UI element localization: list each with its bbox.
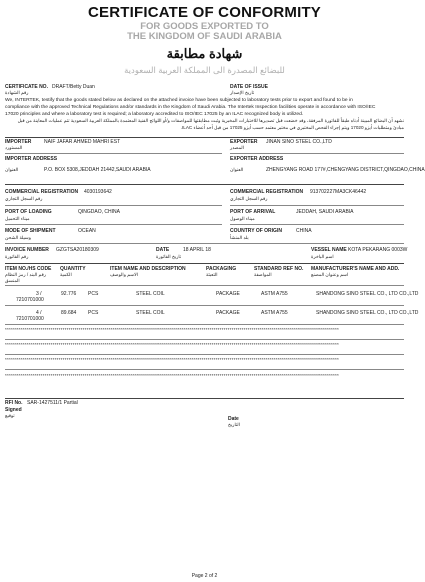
column-header-manufacturer: MANUFACTURER'S NAME AND ADD. bbox=[311, 266, 400, 272]
divider bbox=[5, 137, 404, 138]
importer-address-label-arabic: العنوان bbox=[5, 167, 19, 172]
port-of-loading-label-arabic: ميناء التحميل bbox=[5, 216, 30, 221]
date-of-issue-label: DATE OF ISSUE bbox=[230, 84, 268, 90]
row-packaging: PACKAGE bbox=[216, 310, 240, 316]
country-of-origin-label: COUNTRY OF ORIGIN bbox=[230, 228, 282, 234]
certificate-number-label: CERTIFICATE NO. bbox=[5, 84, 48, 90]
commercial-registration-2-value: 913702227MA3CK46442 bbox=[310, 189, 367, 195]
exporter-address-label: EXPORTER ADDRESS bbox=[230, 156, 284, 162]
invoice-number-label: INVOICE NUMBER bbox=[5, 247, 49, 253]
filler-row: ************************************************************************************************************************************************************************ bbox=[5, 373, 339, 378]
column-header-item-no: ITEM NO./HS CODE bbox=[5, 266, 52, 272]
mode-of-shipment-label-arabic: وسيلة الشحن bbox=[5, 235, 31, 240]
certificate-title: CERTIFICATE OF CONFORMITY bbox=[87, 4, 322, 21]
column-header-packaging-arabic: التعبئة bbox=[206, 272, 218, 277]
column-header-item-no-arabic: رقم البند / رمز النظام المنسق bbox=[5, 272, 47, 283]
importer-address-label: IMPORTER ADDRESS bbox=[5, 156, 58, 162]
divider bbox=[5, 398, 404, 399]
vessel-name-label: VESSEL NAME bbox=[311, 247, 347, 253]
certificate-number-label-arabic: رقم الشهادة bbox=[5, 90, 29, 95]
country-of-origin-value: CHINA bbox=[296, 228, 312, 234]
row-manufacturer: SHANDONG SINO STEEL CO., LTD CO.,LTD bbox=[316, 291, 419, 297]
divider bbox=[5, 184, 404, 185]
footer-date-label-arabic: التاريخ bbox=[228, 422, 240, 427]
invoice-date-value: 18 APRIL 18 bbox=[183, 247, 211, 253]
statement-line-1: We, INTERTEK, testify that the goods stated below as declared on the attached invoice have been subjected to laboratory tests prior to export and found to be in bbox=[5, 98, 353, 103]
certificate-title-arabic: شهادة مطابقة bbox=[166, 46, 243, 61]
invoice-date-label-arabic: تاريخ الفاتورة bbox=[156, 254, 182, 259]
row-unit: PCS bbox=[88, 291, 99, 297]
importer-value: NAIF JAFAR AHMED MAHRI EST bbox=[44, 139, 121, 145]
signed-label: Signed bbox=[5, 407, 22, 413]
exporter-label-arabic: المصدر bbox=[230, 145, 244, 150]
row-standard: ASTM A755 bbox=[261, 291, 288, 297]
column-header-standard: STANDARD REF NO. bbox=[254, 266, 304, 272]
exporter-address-value: ZHENGYANG ROAD 177#,CHENGYANG DISTRICT,QINGDAO,CHINA bbox=[266, 167, 425, 173]
port-of-arrival-label: PORT OF ARRIVAL bbox=[230, 209, 276, 215]
filler-row: ************************************************************************************************************************************************************************ bbox=[5, 327, 339, 332]
subtitle-arabic: للبضائع المصدرة الى المملكة العربية السعودية bbox=[124, 65, 285, 75]
divider bbox=[5, 243, 404, 244]
row-manufacturer: SHANDONG SINO STEEL CO., LTD CO.,LTD bbox=[316, 310, 419, 316]
row-quantity: 89.684 bbox=[61, 310, 77, 316]
filler-row: ************************************************************************************************************************************************************************ bbox=[5, 342, 339, 347]
column-header-item-name: ITEM NAME AND DESCRIPTION bbox=[110, 266, 186, 272]
importer-label: IMPORTER bbox=[5, 139, 32, 145]
date-of-issue-label-arabic: تاريخ الإصدار bbox=[230, 90, 255, 95]
port-of-loading-label: PORT OF LOADING bbox=[5, 209, 52, 215]
divider bbox=[5, 153, 222, 154]
signed-label-arabic: توقيع bbox=[5, 413, 15, 418]
rfi-value: SAR-1427511/1 Partial bbox=[27, 400, 78, 406]
importer-label-arabic: المستورد bbox=[5, 145, 23, 150]
statement-line-2: compliance with the approved Technical Regulations and/or standards in the Kingdom of Saudi Arabia. The Intertek Inspection facilities operate in accordance with ISO/IEC bbox=[5, 105, 376, 110]
divider bbox=[5, 324, 404, 325]
mode-of-shipment-label: MODE OF SHIPMENT bbox=[5, 228, 56, 234]
invoice-number-value: GZGTSA20180309 bbox=[56, 247, 99, 253]
row-standard: ASTM A755 bbox=[261, 310, 288, 316]
row-item-number: 4 / bbox=[36, 310, 42, 316]
row-hs-code: 7210701000 bbox=[16, 297, 44, 303]
certificate-number-value: DRAFT/Betty Duan bbox=[52, 84, 95, 90]
divider bbox=[5, 205, 222, 206]
subtitle-line-2: THE KINGDOM OF SAUDI ARABIA bbox=[127, 31, 282, 42]
divider bbox=[230, 153, 404, 154]
subtitle-line-1: FOR GOODS EXPORTED TO bbox=[140, 21, 269, 32]
exporter-value: JINAN SINO STEEL CO.,LTD bbox=[266, 139, 332, 145]
rfi-label: RFI No. bbox=[5, 400, 23, 406]
divider bbox=[5, 263, 404, 264]
divider bbox=[5, 224, 222, 225]
divider bbox=[5, 354, 404, 355]
statement-arabic-line-1: نشهد أن البضائع المبينة أدناه طبقاً للفاتورة المرفقة، وقد خضعت قبل تصديرها للاختبارات المخبرية وثبت مطابقتها للمواصفات و/أو اللوائح الفنية المعتمدة بالمملكة العربية السعودية تتم عمليات المعاينة من قبل bbox=[17, 118, 404, 123]
port-of-arrival-label-arabic: ميناء الوصول bbox=[230, 216, 255, 221]
divider bbox=[5, 369, 404, 370]
column-header-item-name-arabic: الاسم والوصف bbox=[110, 272, 139, 277]
column-header-manufacturer-arabic: اسم وعنوان المصنع bbox=[311, 272, 349, 277]
port-of-arrival-value: JEDDAH, SAUDI ARABIA bbox=[296, 209, 354, 215]
column-header-quantity: QUANTITY bbox=[60, 266, 86, 272]
divider bbox=[230, 205, 404, 206]
port-of-loading-value: QINGDAO, CHINA bbox=[78, 209, 120, 215]
importer-address-value: P.O. BOX 5308,JEDDAH 21442,SAUDI ARABIA bbox=[44, 167, 151, 173]
statement-line-3: 17020 principles and where a laboratory test is required; a laboratory accredited to ISO/IEC 17025 by an ILAC recognized body is utilized. bbox=[5, 112, 304, 117]
divider bbox=[5, 285, 404, 286]
commercial-registration-label-arabic: رقم السجل التجاري bbox=[5, 196, 43, 201]
row-item-number: 3 / bbox=[36, 291, 42, 297]
column-header-packaging: PACKAGING bbox=[206, 266, 237, 272]
vessel-name-label-arabic: اسم الباخرة bbox=[311, 254, 334, 259]
commercial-registration-2-label-arabic: رقم السجل التجاري bbox=[230, 196, 268, 201]
row-item-name: STEEL COIL bbox=[136, 310, 165, 316]
footer-date-label: Date bbox=[228, 416, 239, 422]
column-header-standard-arabic: المواصفة bbox=[254, 272, 272, 277]
mode-of-shipment-value: OCEAN bbox=[78, 228, 96, 234]
page-number: Page 2 of 2 bbox=[191, 573, 218, 579]
filler-row: ************************************************************************************************************************************************************************ bbox=[5, 357, 339, 362]
statement-arabic-line-2: مبادئ ومتطلبات أيزو 17020 ويتم إجراء الفحص المختبري في مختبر معتمد حسب أيزو 17025 من قبل أحد أعضاء ILAC. bbox=[180, 125, 404, 130]
divider bbox=[230, 224, 404, 225]
exporter-label: EXPORTER bbox=[230, 139, 258, 145]
commercial-registration-value: 4030193642 bbox=[84, 189, 112, 195]
invoice-date-label: DATE bbox=[156, 247, 170, 253]
column-header-quantity-arabic: الكمية bbox=[60, 272, 72, 277]
row-packaging: PACKAGE bbox=[216, 291, 240, 297]
row-quantity: 92.776 bbox=[61, 291, 77, 297]
row-hs-code: 7210701000 bbox=[16, 316, 44, 322]
divider bbox=[5, 305, 404, 306]
country-of-origin-label-arabic: بلد المنشأ bbox=[230, 235, 249, 240]
commercial-registration-label: COMMERCIAL REGISTRATION bbox=[5, 189, 79, 195]
row-unit: PCS bbox=[88, 310, 99, 316]
exporter-address-label-arabic: العنوان bbox=[230, 167, 244, 172]
invoice-number-label-arabic: رقم الفاتورة bbox=[5, 254, 29, 259]
row-item-name: STEEL COIL bbox=[136, 291, 165, 297]
commercial-registration-2-label: COMMERCIAL REGISTRATION bbox=[230, 189, 304, 195]
divider bbox=[5, 339, 404, 340]
vessel-name-value: KOTA PEKARANG 0003W bbox=[348, 247, 408, 253]
